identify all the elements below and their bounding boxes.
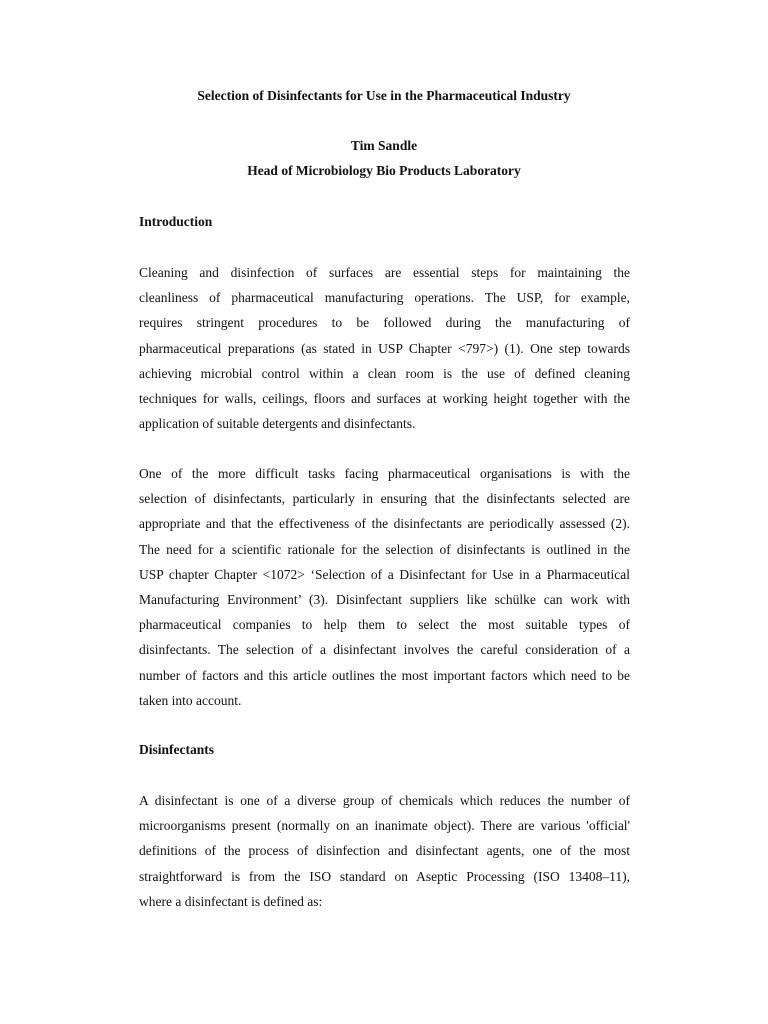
text-line: disinfectants. The selection of a disinfectant involves the careful consideration of a: [139, 642, 630, 658]
paragraph-intro-2: [139, 466, 630, 718]
text-line: where a disinfectant is defined as:: [139, 893, 323, 909]
text-line: One of the more difficult tasks facing pharmaceutical organisations is with the: [139, 466, 630, 481]
text-line: selection of disinfectants, particularly in ensuring that the disinfectants selected are: [139, 491, 630, 507]
paragraph-disinfectants-1: [139, 793, 630, 919]
text-line: pharmaceutical companies to help them to select the most suitable types of: [139, 617, 630, 633]
paragraph-intro-1: [139, 265, 630, 441]
text-line: microorganisms present (normally on an inanimate object). There are various 'official': [139, 818, 630, 834]
text-line: number of factors and this article outlines the most important factors which need to be: [139, 667, 630, 683]
section-heading-disinfectants: Disinfectants: [139, 742, 214, 757]
document-title: Selection of Disinfectants for Use in the Pharmaceutical Industry: [197, 88, 571, 103]
author-name: Tim Sandle: [350, 138, 418, 153]
text-line: requires stringent procedures to be followed during the manufacturing of: [139, 315, 630, 331]
author-affiliation: Head of Microbiology Bio Products Laboratory: [247, 163, 521, 178]
text-line: pharmaceutical preparations (as stated in USP Chapter <797>) (1). One step towards: [139, 340, 630, 356]
text-line: The need for a scientific rationale for the selection of disinfectants is outlined in the: [139, 541, 630, 557]
text-line: definitions of the process of disinfection and disinfectant agents, one of the most: [139, 843, 630, 859]
text-line: achieving microbial control within a clean room is the use of defined cleaning: [139, 365, 630, 381]
text-line: techniques for walls, ceilings, floors and surfaces at working height together with the: [139, 390, 630, 406]
text-line: application of suitable detergents and disinfectants.: [139, 416, 416, 432]
text-line: appropriate and that the effectiveness of the disinfectants are periodically assessed (2).: [139, 516, 630, 532]
text-line: Manufacturing Environment’ (3). Disinfectant suppliers like schülke can work with: [139, 591, 630, 607]
text-line: USP chapter Chapter <1072> ‘Selection of a Disinfectant for Use in a Pharmaceutical: [139, 566, 630, 582]
section-heading-introduction: Introduction: [139, 214, 213, 229]
text-line: A disinfectant is one of a diverse group of chemicals which reduces the number of: [139, 793, 630, 808]
text-line: straightforward is from the ISO standard on Aseptic Processing (ISO 13408–11),: [139, 868, 630, 884]
text-line: taken into account.: [139, 692, 242, 708]
text-line: Cleaning and disinfection of surfaces are essential steps for maintaining the: [139, 265, 630, 280]
text-line: cleanliness of pharmaceutical manufacturing operations. The USP, for example,: [139, 290, 630, 306]
